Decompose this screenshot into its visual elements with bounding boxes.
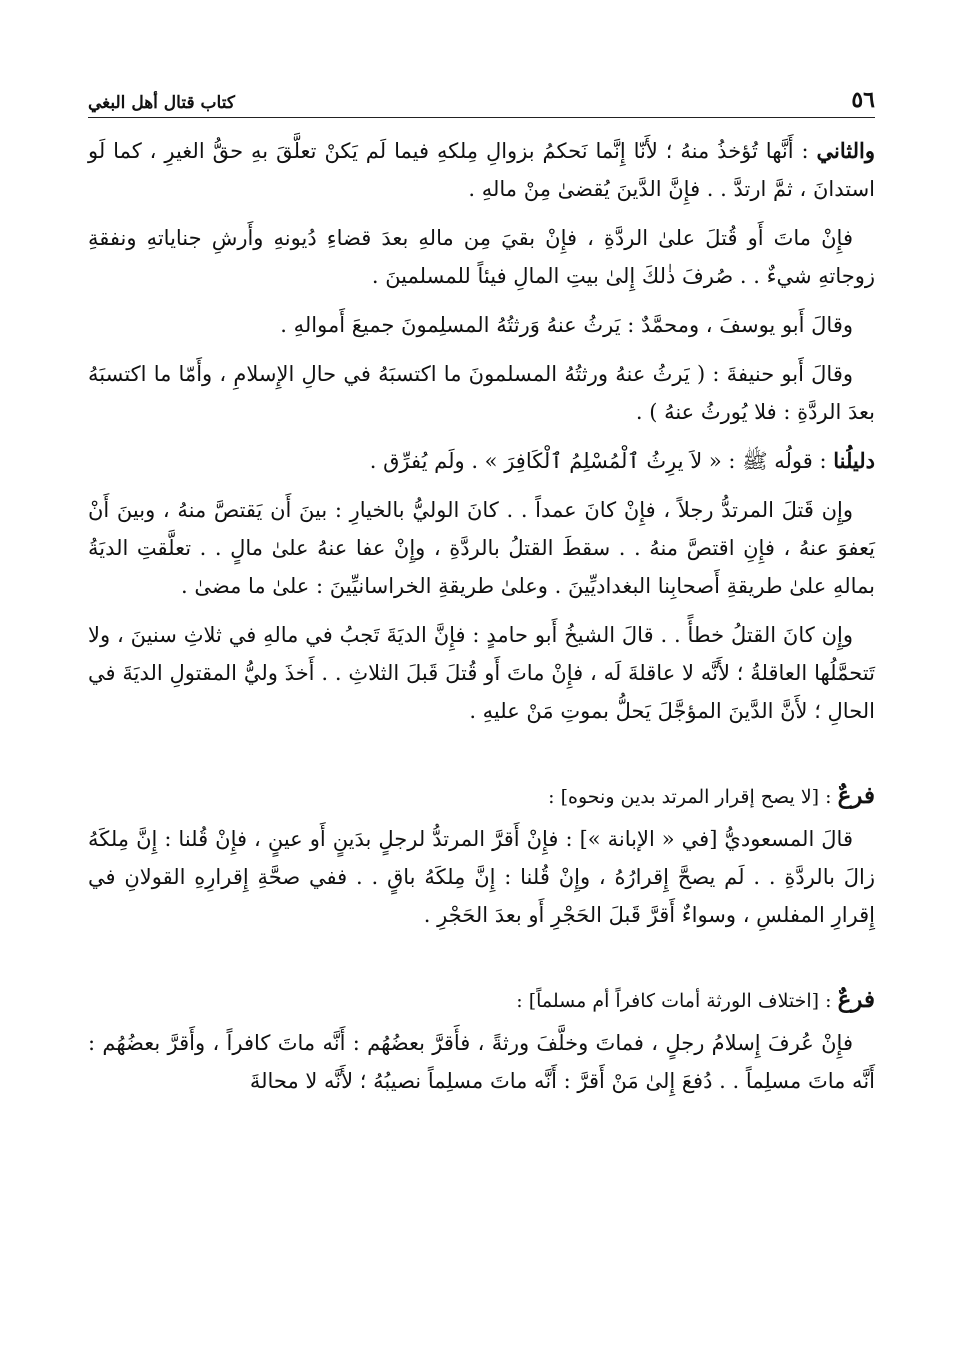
paragraph-abu-hanifa xyxy=(88,355,875,431)
paragraph-evidence xyxy=(88,442,875,480)
paragraph-accidental-killing xyxy=(88,616,875,730)
paragraph-text: : أَنَّها تُؤخذُ منهُ ؛ لأَنّا إِنَّما نَحكمُ بزوالِ مِلكهِ فيما لَم يَكنْ تعلَّقَ بهِ حقُّ الغيرِ ، كما لَو استدانَ ، ثمَّ ارتدَّ . . فإِنَّ الدَّينَ يُقضىٰ مِنْ مالهِ . xyxy=(88,139,875,201)
paragraph-text: وإِن كانَ القتلُ خطأً . . قالَ الشيخُ أَبو حامدٍ : فإِنَّ الديَةَ تَجبُ في مالهِ في ثلاثِ سنينَ ، ولا تَتحمَّلُها العاقلةُ ؛ لأَنَّه لا عاقلةَ لَه ، فإِنْ ماتَ أَو قُتلَ قَبلَ الثلاثِ . . أَخذَ وليُّ المقتولِ الديَةَ في الحالِ ؛ لأَنَّ الدَّينَ المؤجَّلَ يَحلُّ بموتِ مَنْ عليهِ . xyxy=(88,623,875,723)
section-spacer xyxy=(88,945,875,981)
paragraph-second-view xyxy=(88,132,875,208)
book-title: كتاب قتال أهل البغي xyxy=(88,93,235,113)
paragraph-lead: والثاني xyxy=(816,138,875,163)
section-heading-confession xyxy=(88,777,875,816)
paragraph-text: فإِنْ ماتَ أَو قُتلَ علىٰ الردَّةِ ، فإِنْ بقيَ مِن مالهِ بعدَ قضاءِ دُيونهِ وأَرشِ جناياتهِ ونفقةِ زوجاتهِ شيءٌ . . صُرفَ ذٰلكَ إِلىٰ بيتِ المالِ فيئاً للمسلمينَ . xyxy=(88,226,875,288)
section-heading-heirs-dispute xyxy=(88,981,875,1020)
paragraph-text: وإِن قَتلَ المرتدُّ رجلاً ، فإِنْ كانَ عمداً . . كانَ الوليُّ بالخيارِ : بينَ أَن يَقتصَّ منهُ ، وبينَ أَنْ يَعفوَ عنهُ ، فإِنِ اقتصَّ منهُ . . سقطَ القتلُ بالردَّةِ ، وإِنْ عفا عنهُ علىٰ مالٍ . . تعلَّقتِ الديَةُ بمالهِ علىٰ طريقةِ أَصحابِنا البغداديِّينَ . وعلىٰ طريقةِ الخراسانيِّينَ : علىٰ ما مضىٰ . xyxy=(88,498,875,598)
section-title: : [لا يصح إقرار المرتد بدين ونحوه] : xyxy=(548,786,832,808)
paragraph-text: قالَ المسعوديُّ [في « الإبانة »] : فإِنْ أَقرَّ المرتدُّ لرجلٍ بدَينٍ أَو عينٍ ، فإِنْ قُلنا : إِنَّ مِلكَهُ زالَ بالردَّةِ . . لَم يصحَّ إِقرارُهُ ، وإِنْ قُلنا : إِنَّ مِلكَهُ باقٍ . . ففي صحَّةِ إِقرارِهِ القولانِ في إِقرارِ المفلسِ ، وسواءٌ أَقرَّ قَبلَ الحَجْرِ أَو بعدَ الحَجْرِ . xyxy=(88,827,875,927)
page-body xyxy=(88,132,875,1111)
paragraph-text: فإِنْ عُرفَ إِسلامُ رجلٍ ، فماتَ وخلَّفَ ورثةً ، فأَقرَّ بعضُهُم : أَنَّه ماتَ كافراً ، وأَقرَّ بعضُهُم : أَنَّه ماتَ مسلِماً . . دُفعَ إِلىٰ مَنْ أَقرَّ : أَنَّه ماتَ مسلِماً نصيبُهُ ؛ لأَنَّه لا محالةَ xyxy=(88,1031,875,1093)
paragraph-lead: دليلُنا xyxy=(833,448,875,473)
section-label: فرعٌ xyxy=(837,986,875,1013)
page-number: ٥٦ xyxy=(851,87,875,113)
paragraph-intentional-killing xyxy=(88,491,875,605)
section-paragraph xyxy=(88,1024,875,1100)
paragraph-text: وقالَ أَبو يوسفَ ، ومحمَّدٌ : يَرثُ عنهُ وَرثتُهُ المسلِمونَ جميعَ أَموالهِ . xyxy=(280,313,853,337)
paragraph-text: : قولُه ﷺ : « لاَ يرِثُ ٱلْمُسْلِمُ ٱلْكَافِرَ » . ولَم يُفرِّق . xyxy=(369,449,827,473)
section-label: فرعٌ xyxy=(837,782,875,809)
section-spacer xyxy=(88,741,875,777)
paragraph-death-in-apostasy xyxy=(88,219,875,295)
paragraph-abu-yusuf xyxy=(88,306,875,344)
paragraph-text: وقالَ أَبو حنيفةَ : ( يَرثُ عنهُ ورثتُهُ المسلمونَ ما اكتسبَهُ في حالِ الإِسلامِ ، وأَمّا ما اكتسبَهُ بعدَ الردَّةِ : فلا يُورثُ عنهُ ) . xyxy=(88,362,875,424)
running-header xyxy=(88,83,875,118)
section-title: : [اختلاف الورثة أمات كافراً أم مسلماً] : xyxy=(516,990,832,1012)
section-paragraph xyxy=(88,820,875,934)
